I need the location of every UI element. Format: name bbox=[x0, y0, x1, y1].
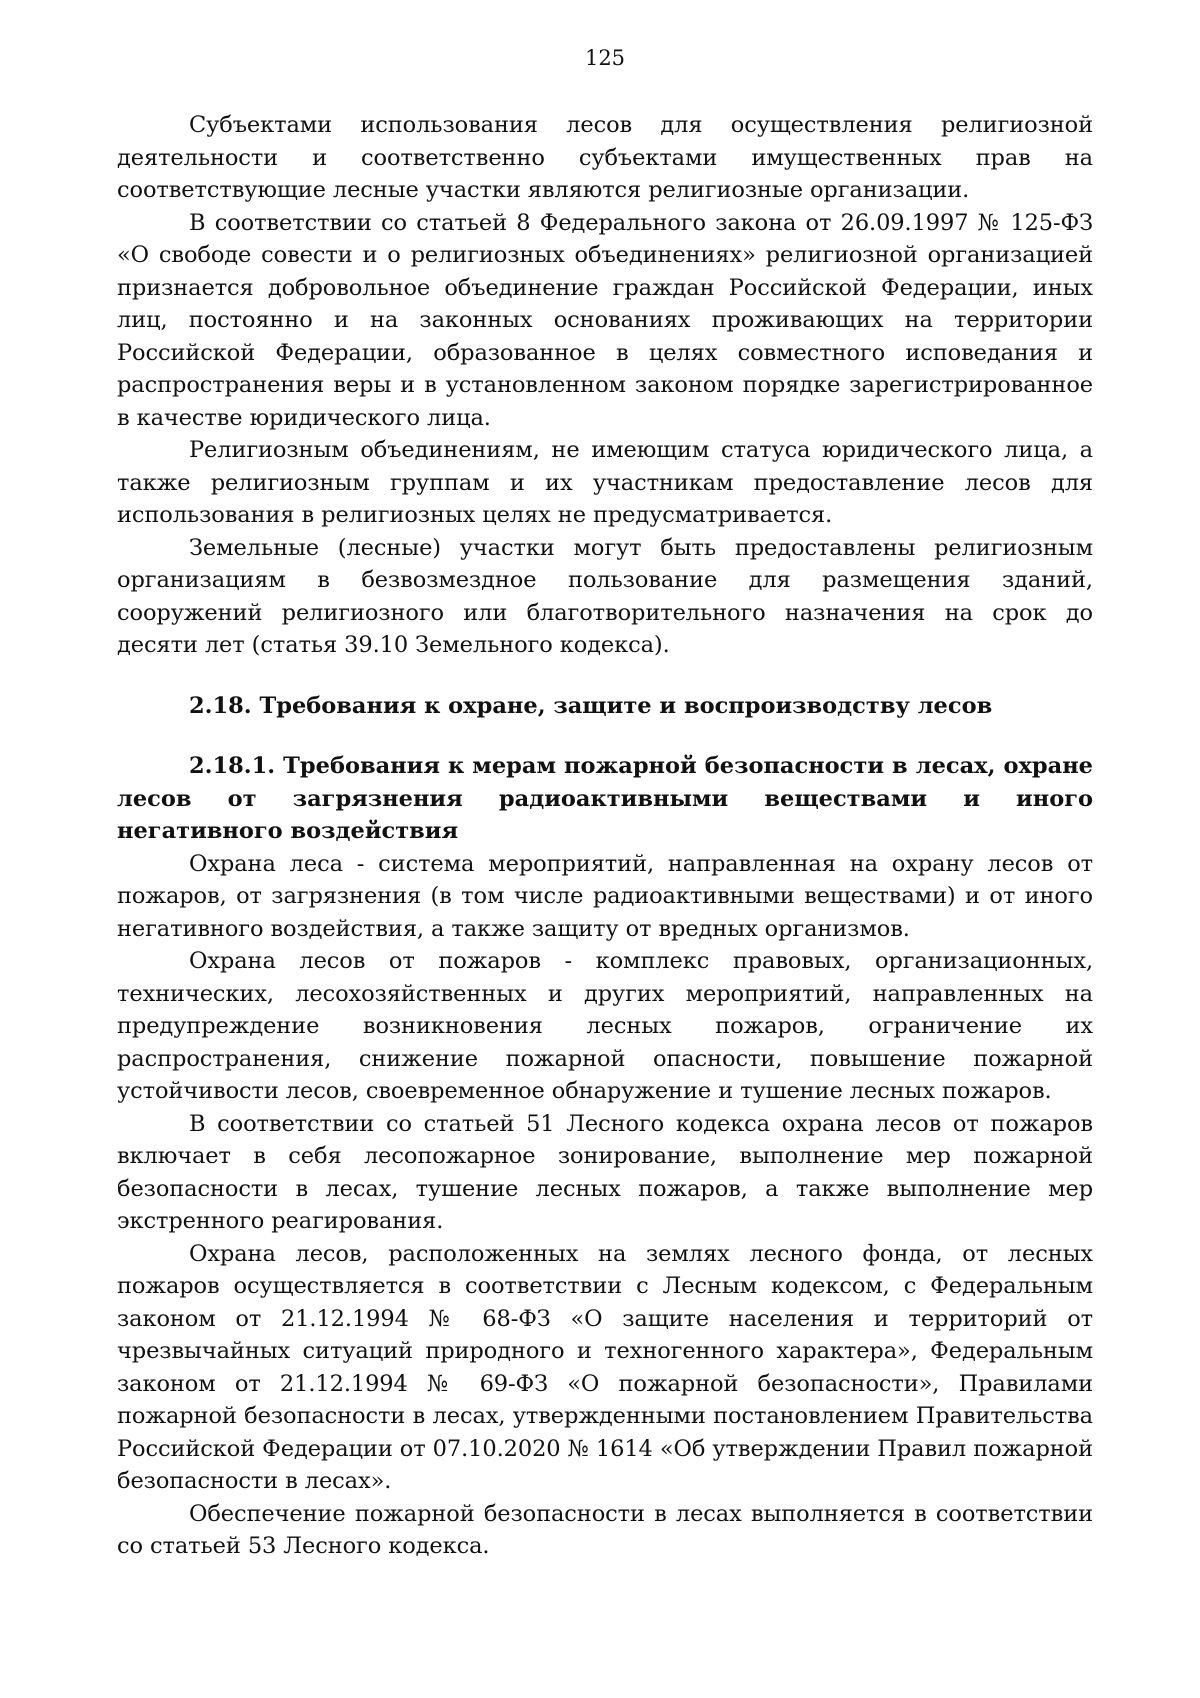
document-page bbox=[117, 0, 1093, 1563]
paragraph-forest-protection-definition: Охрана леса - система мероприятий, направленная на охрану лесов от пожаров, от загрязнения (в том числе радиоактивными веществами) и от иного негативного воздействия, а также защиту от вредных организмов. bbox=[117, 850, 1093, 942]
subsection-heading: 2.18.1. Требования к мерам пожарной безопасности в лесах, охране лесов от загрязнения радиоактивными веществами и иного негативного воздействия bbox=[117, 753, 1093, 844]
page-number: 125 bbox=[584, 46, 626, 70]
paragraph-land-plots: Земельные (лесные) участки могут быть предоставлены религиозным организациям в безвозмездное пользование для размещения зданий, сооружений религиозного или благотворительного назначения на срок до десяти лет (статья 39.10 Земельного кодекса). bbox=[117, 534, 1093, 658]
paragraph-religious-subjects: Субъектами использования лесов для осуществления религиозной деятельности и соответственно субъектами имущественных прав на соответствующие лесные участки являются религиозные организации. bbox=[117, 112, 1093, 203]
paragraph-legal-basis: Охрана лесов, расположенных на землях лесного фонда, от лесных пожаров осуществляется в соответствии с Лесным кодексом, с Федеральным законом от 21.12.1994 № 68-ФЗ «О защите населения и территорий от чрезвычайных ситуаций природного и техногенного характера», Федеральным законом от 21.12.1994 № 69-ФЗ «О пожарной безопасности», Правилами пожарной безопасности в лесах, утвержденными постановлением Правительства Российской Федерации от 07.10.2020 № 1614 «Об утверждении Правил пожарной безопасности в лесах». bbox=[117, 1240, 1093, 1494]
paragraph-federal-law-125: В соответствии со статьей 8 Федерального закона от 26.09.1997 № 125-ФЗ «О свободе совести и о религиозных объединениях» религиозной организацией признается добровольное объединение граждан Российской Федерации, иных лиц, постоянно и на законных основаниях проживающих на территории Российской Федерации, образованное в целях совместного исповедания и распространения веры и в установленном законом порядке зарегистрированное в качестве юридического лица. bbox=[117, 209, 1093, 431]
paragraph-fire-protection-definition: Охрана лесов от пожаров - комплекс правовых, организационных, технических, лесохозяйственных и других мероприятий, направленных на предупреждение возникновения лесных пожаров, ограничение их распространения, снижение пожарной опасности, повышение пожарной устойчивости лесов, своевременное обнаружение и тушение лесных пожаров. bbox=[117, 948, 1093, 1104]
paragraph-article-51: В соответствии со статьей 51 Лесного кодекса охрана лесов от пожаров включает в себя лесопожарное зонирование, выполнение мер пожарной безопасности в лесах, тушение лесных пожаров, а также выполнение мер экстренного реагирования. bbox=[117, 1110, 1093, 1234]
paragraph-article-53: Обеспечение пожарной безопасности в лесах выполняется в соответствии со статьей 53 Лесного кодекса. bbox=[117, 1500, 1093, 1559]
section-heading: 2.18. Требования к охране, защите и воспроизводству лесов bbox=[189, 692, 993, 719]
paragraph-religious-associations: Религиозным объединениям, не имеющим статуса юридического лица, а также религиозным группам и их участникам предоставление лесов для использования в религиозных целях не предусматривается. bbox=[117, 437, 1093, 528]
